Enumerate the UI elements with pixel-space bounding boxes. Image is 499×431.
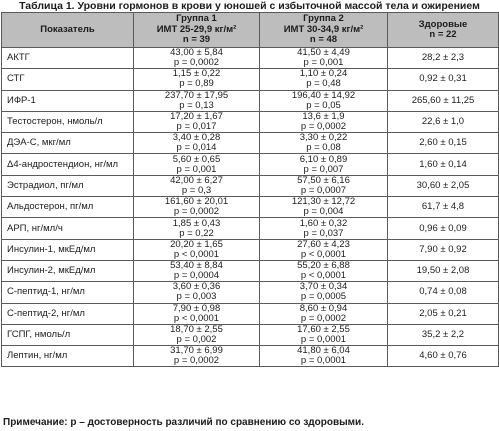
table-note: Примечание: р – достоверность различий по сравнению со здоровыми. [3, 417, 364, 428]
indicator-cell: Инсулин-1, мкЕд/мл [2, 239, 134, 260]
indicator-cell: АРП, нг/мл/ч [2, 218, 134, 239]
value-mean: 17,60 ± 2,55 [297, 324, 350, 335]
value-p: р = 0,3 [181, 184, 212, 196]
value-mean: 3,30 ± 0,22 [299, 132, 348, 144]
value-p: р = 0,002 [176, 334, 217, 345]
group2-cell [260, 133, 388, 154]
value-p: р = 0,0002 [300, 312, 347, 324]
table-row [2, 303, 499, 324]
indicator-cell: Лептин, нг/мл [2, 346, 134, 367]
value-p: р = 0,003 [176, 291, 217, 303]
value-mean: 161,60 ± 20,01 [164, 196, 229, 208]
value-mean: 31,70 ± 6,99 [170, 345, 223, 357]
value-mean: 3,40 ± 0,28 [172, 132, 221, 144]
value-p: р < 0,0001 [300, 248, 347, 260]
value-mean: 41,80 ± 6,04 [297, 345, 350, 357]
value-mean: 20,20 ± 1,65 [170, 238, 223, 250]
value-mean: 55,20 ± 6,88 [297, 260, 350, 272]
header-group2-title: Группа 2 [303, 13, 344, 25]
value-mean: 3,70 ± 0,34 [299, 281, 348, 293]
indicator-cell: С-пептид-1, нг/мл [2, 282, 134, 303]
group2-cell [260, 239, 388, 260]
value-mean: 8,60 ± 0,94 [299, 302, 348, 314]
group2-cell [260, 111, 388, 132]
table-row [2, 239, 499, 260]
value-mean: 43,00 ± 5,84 [170, 47, 223, 59]
group1-cell [134, 282, 260, 303]
table-row [2, 111, 499, 132]
indicator-cell: ДЭА-С, мкг/мл [2, 133, 134, 154]
healthy-cell: 2,60 ± 0,15 [388, 133, 499, 154]
healthy-cell: 0,92 ± 0,31 [388, 69, 499, 90]
group2-cell [260, 48, 388, 69]
value-mean: 13,6 ± 1,9 [302, 111, 345, 123]
header-group2-bmi: ИМТ 30-34,9 кг/м² [283, 23, 364, 35]
table-row [2, 48, 499, 69]
value-p: р = 0,0001 [300, 355, 347, 367]
healthy-cell: 2,05 ± 0,21 [388, 303, 499, 324]
healthy-cell: 61,7 ± 4,8 [388, 197, 499, 218]
table-row [2, 197, 499, 218]
value-mean: 1,15 ± 0,22 [172, 68, 221, 80]
table-row [2, 69, 499, 90]
header-group2 [260, 13, 388, 48]
indicator-cell: Δ4-андростендион, нг/мл [2, 154, 134, 175]
group1-cell [134, 324, 260, 345]
value-mean: 57,50 ± 6,16 [297, 174, 350, 186]
value-p: р < 0,0001 [300, 270, 347, 282]
healthy-cell: 4,60 ± 0,76 [388, 346, 499, 367]
group2-cell [260, 197, 388, 218]
hormone-table [1, 12, 499, 367]
indicator-cell: Эстрадиол, пг/мл [2, 175, 134, 196]
group1-cell [134, 260, 260, 281]
header-healthy-n: n = 22 [429, 29, 457, 40]
group1-cell [134, 175, 260, 196]
value-p: р = 0,05 [306, 99, 341, 111]
group1-cell [134, 197, 260, 218]
value-mean: 7,90 ± 0,98 [172, 302, 221, 314]
indicator-cell: ГСПГ, нмоль/л [2, 324, 134, 345]
table-header-row [2, 13, 499, 48]
group2-cell [260, 218, 388, 239]
value-p: р = 0,017 [176, 121, 217, 133]
healthy-cell: 28,2 ± 2,3 [388, 48, 499, 69]
value-p: р = 0,037 [303, 227, 344, 239]
value-mean: 41,50 ± 4,49 [297, 47, 350, 59]
indicator-cell: Альдостерон, пг/мл [2, 197, 134, 218]
group1-cell [134, 111, 260, 132]
value-p: р = 0,0007 [300, 184, 347, 196]
value-p: р < 0,0001 [173, 248, 220, 260]
group2-cell [260, 324, 388, 345]
table-row [2, 324, 499, 345]
healthy-cell: 19,50 ± 2,08 [388, 260, 499, 281]
table-row [2, 90, 499, 111]
value-p: р = 0,007 [303, 163, 344, 175]
value-mean: 5,60 ± 0,65 [172, 153, 221, 165]
value-mean: 121,30 ± 12,72 [291, 196, 356, 208]
indicator-cell: С-пептид-2, нг/мл [2, 303, 134, 324]
healthy-cell: 22,6 ± 1,0 [388, 111, 499, 132]
value-mean: 1,60 ± 0,32 [299, 217, 348, 229]
healthy-cell: 265,60 ± 11,25 [388, 90, 499, 111]
header-indicator: Показатель [2, 13, 134, 48]
value-p: р = 0,48 [306, 78, 341, 90]
value-mean: 18,70 ± 2,55 [170, 324, 223, 335]
table-caption: Таблица 1. Уровни гормонов в крови у юношей с избыточной массой тела и ожирением [19, 0, 480, 12]
value-mean: 6,10 ± 0,89 [299, 153, 348, 165]
value-mean: 1,10 ± 0,24 [299, 68, 348, 80]
indicator-cell: Тестостерон, нмоль/л [2, 111, 134, 132]
value-p: р = 0,0005 [300, 291, 347, 303]
healthy-cell: 7,90 ± 0,92 [388, 239, 499, 260]
indicator-cell: СТГ [2, 69, 134, 90]
group1-cell [134, 239, 260, 260]
healthy-cell: 30,60 ± 2,05 [388, 175, 499, 196]
value-p: р = 0,0001 [300, 334, 347, 345]
group1-cell [134, 69, 260, 90]
group2-cell [260, 260, 388, 281]
value-mean: 3,60 ± 0,36 [172, 281, 221, 293]
group1-cell [134, 133, 260, 154]
value-mean: 27,60 ± 4,23 [297, 238, 350, 250]
table-row [2, 133, 499, 154]
group1-cell [134, 218, 260, 239]
header-healthy [388, 13, 499, 48]
indicator-cell: Инсулин-2, мкЕд/мл [2, 260, 134, 281]
value-mean: 196,40 ± 14,92 [291, 89, 356, 101]
value-mean: 53,40 ± 8,84 [170, 260, 223, 272]
group1-cell [134, 90, 260, 111]
value-p: р = 0,004 [303, 206, 344, 218]
header-group1-bmi: ИМТ 25-29,9 кг/м² [156, 23, 237, 35]
value-p: р = 0,22 [179, 227, 214, 239]
value-p: р = 0,001 [176, 163, 217, 175]
group1-cell [134, 48, 260, 69]
group2-cell [260, 154, 388, 175]
header-group1-title: Группа 1 [176, 13, 217, 25]
healthy-cell: 0,96 ± 0,09 [388, 218, 499, 239]
group1-cell [134, 154, 260, 175]
value-p: р = 0,13 [179, 99, 214, 111]
value-p: р = 0,0004 [173, 270, 220, 282]
group2-cell [260, 90, 388, 111]
value-p: р = 0,0002 [173, 206, 220, 218]
table-body [2, 48, 499, 367]
value-p: р < 0,0001 [173, 312, 220, 324]
value-mean: 17,20 ± 1,67 [170, 111, 223, 123]
group2-cell [260, 282, 388, 303]
value-p: р = 0,014 [176, 142, 217, 154]
group1-cell [134, 303, 260, 324]
table-row [2, 260, 499, 281]
table-row [2, 175, 499, 196]
header-healthy-title: Здоровые [418, 18, 468, 30]
value-mean: 42,00 ± 6,27 [170, 174, 223, 186]
table-row [2, 346, 499, 367]
healthy-cell: 35,2 ± 2,2 [388, 324, 499, 345]
group2-cell [260, 69, 388, 90]
header-group1-n: n = 39 [182, 34, 211, 46]
group2-cell [260, 303, 388, 324]
table-row [2, 218, 499, 239]
healthy-cell: 0,74 ± 0,08 [388, 282, 499, 303]
healthy-cell: 1,60 ± 0,14 [388, 154, 499, 175]
group2-cell [260, 346, 388, 367]
value-p: р = 0,0002 [173, 57, 220, 69]
value-p: р = 0,001 [303, 57, 344, 69]
group1-cell [134, 346, 260, 367]
indicator-cell: АКТГ [2, 48, 134, 69]
indicator-cell: ИФР-1 [2, 90, 134, 111]
table-row [2, 154, 499, 175]
group2-cell [260, 175, 388, 196]
value-p: р = 0,89 [179, 78, 214, 90]
value-p: р = 0,0002 [173, 355, 220, 367]
value-mean: 1,85 ± 0,43 [172, 217, 221, 229]
header-group2-n: n = 48 [309, 34, 338, 46]
table-row [2, 282, 499, 303]
value-p: р = 0,08 [306, 142, 341, 154]
value-p: р = 0,0002 [300, 121, 347, 133]
value-mean: 237,70 ± 17,95 [164, 89, 229, 101]
header-group1 [134, 13, 260, 48]
